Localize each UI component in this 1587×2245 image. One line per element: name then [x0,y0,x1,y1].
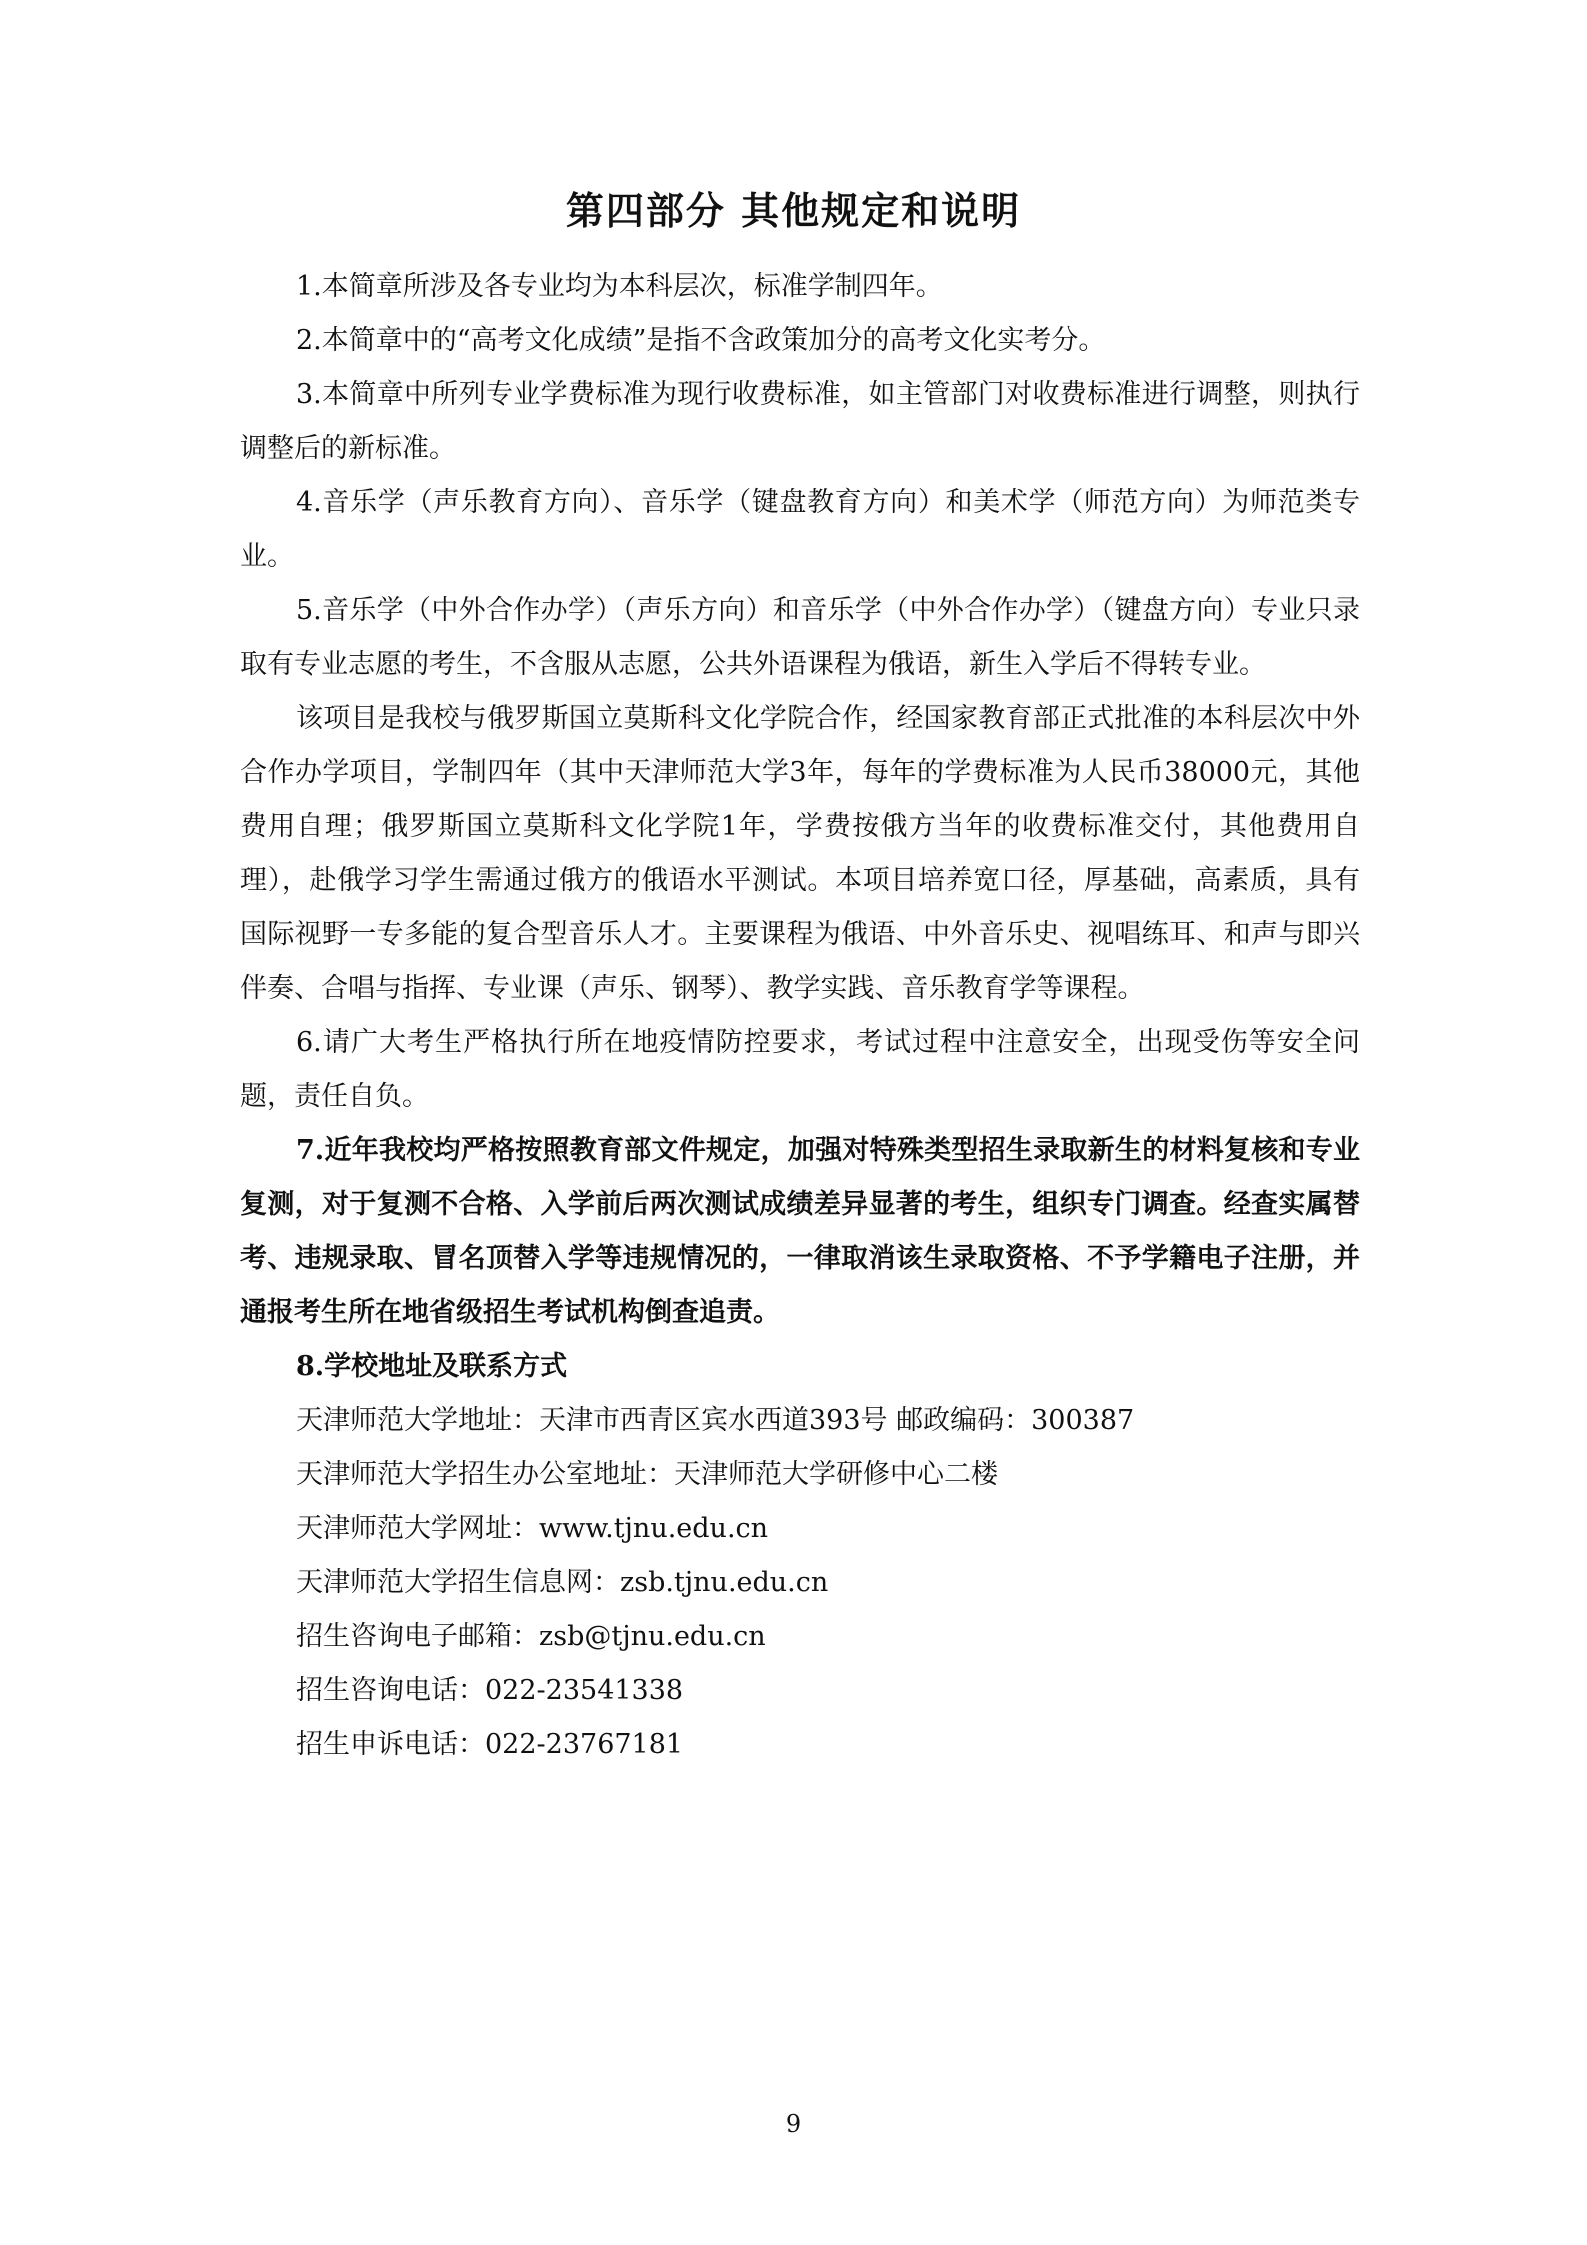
contact-website: 天津师范大学网址：www.tjnu.edu.cn [296,1513,769,1544]
paragraph-5-detail: 该项目是我校与俄罗斯国立莫斯科文化学院合作，经国家教育部正式批准的本科层次中外合作办学项目，学制四年（其中天津师范大学3年，每年的学费标准为人民币38000元，其他费用自理；俄罗斯国立莫斯科文化学院1年，学费按俄方当年的收费标准交付，其他费用自理），赴俄学习学生需通过俄方的俄语水平测试。本项目培养宽口径，厚基础，高素质，具有国际视野一专多能的复合型音乐人才。主要课程为俄语、中外音乐史、视唱练耳、和声与即兴伴奏、合唱与指挥、专业课（声乐、钢琴）、教学实践、音乐教育学等课程。 [240,703,1360,1004]
paragraph-4: 4.音乐学（声乐教育方向）、音乐学（键盘教育方向）和美术学（师范方向）为师范类专业。 [240,487,1360,572]
section-title: 第四部分 其他规定和说明 [565,188,1022,233]
paragraph-1: 1.本简章所涉及各专业均为本科层次，标准学制四年。 [296,271,943,302]
paragraph-2: 2.本简章中的“高考文化成绩”是指不含政策加分的高考文化实考分。 [296,325,1106,356]
paragraph-7: 7.近年我校均严格按照教育部文件规定，加强对特殊类型招生录取新生的材料复核和专业复测，对于复测不合格、入学前后两次测试成绩差异显著的考生，组织专门调查。经查实属替考、违规录取、冒名顶替入学等违规情况的，一律取消该生录取资格、不予学籍电子注册，并通报考生所在地省级招生考试机构倒查追责。 [240,1135,1360,1328]
contact-address: 天津师范大学地址：天津市西青区宾水西道393号 邮政编码：300387 [296,1405,1135,1436]
contact-admissions-website: 天津师范大学招生信息网：zsb.tjnu.edu.cn [296,1567,829,1598]
contact-complaint-phone: 招生申诉电话：022-23767181 [296,1729,684,1760]
page-number: 9 [785,2110,802,2138]
paragraph-8-heading: 8.学校地址及联系方式 [296,1351,568,1382]
paragraph-3: 3.本简章中所列专业学费标准为现行收费标准，如主管部门对收费标准进行调整，则执行调整后的新标准。 [240,379,1360,464]
document-body [240,260,1360,1772]
paragraph-6: 6.请广大考生严格执行所在地疫情防控要求，考试过程中注意安全，出现受伤等安全问题，责任自负。 [240,1027,1360,1112]
contact-admissions-office: 天津师范大学招生办公室地址：天津师范大学研修中心二楼 [296,1459,998,1490]
paragraph-5: 5.音乐学（中外合作办学）（声乐方向）和音乐学（中外合作办学）（键盘方向）专业只录取有专业志愿的考生，不含服从志愿，公共外语课程为俄语，新生入学后不得转专业。 [240,595,1360,680]
contact-email: 招生咨询电子邮箱：zsb@tjnu.edu.cn [296,1621,766,1652]
contact-phone: 招生咨询电话：022-23541338 [296,1675,684,1706]
